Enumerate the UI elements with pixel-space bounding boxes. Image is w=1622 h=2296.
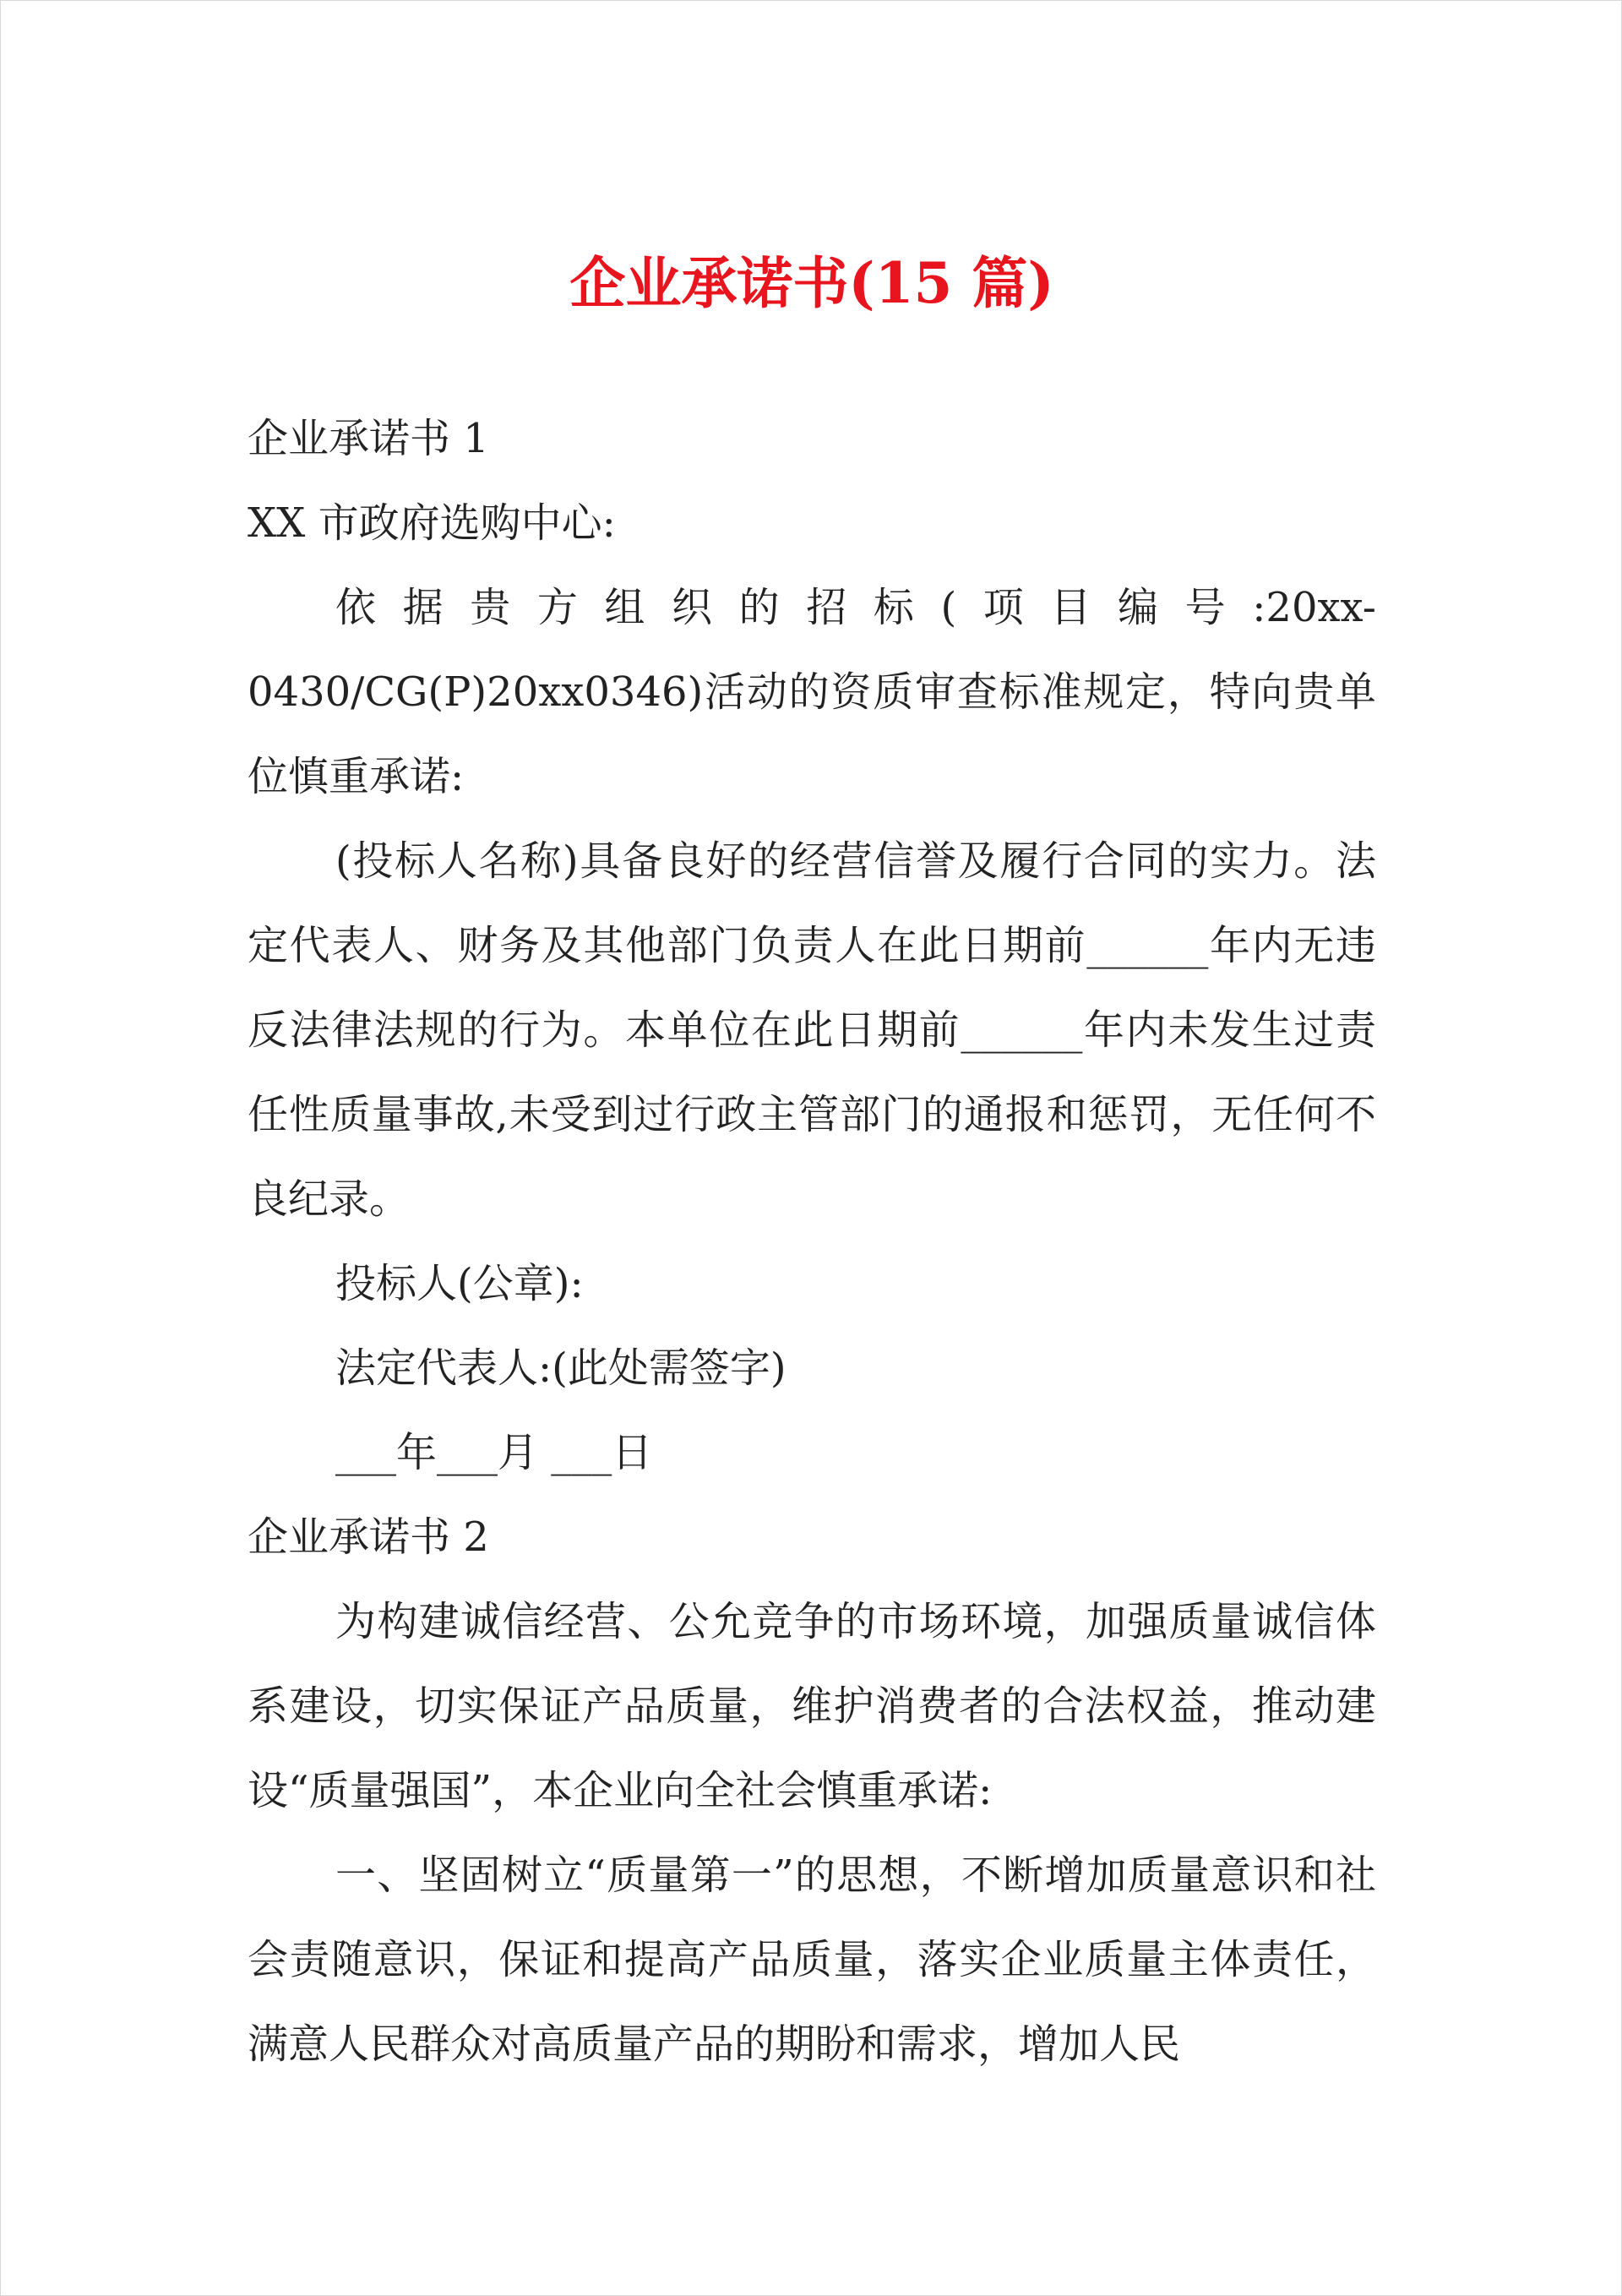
document-title: 企业承诺书(15 篇) (569, 250, 1054, 316)
addressee: XX 市政府选购中心: (248, 499, 616, 547)
paragraph-commitment-intro: 依据贵方组织的招标(项目编号:20xx-0430/CG(P)20xx0346)活动的资质审查标准规定，特向贵单位慎重承诺: (248, 584, 1376, 800)
date-line: ___年___月 ___日 (335, 1429, 653, 1476)
section-heading-2: 企业承诺书 2 (248, 1513, 489, 1561)
paragraph-quality-intro: 为构建诚信经营、公允竞争的市场环境，加强质量诚信体系建设，切实保证产品质量，维护消费者的合法权益，推动建设“质量强国”，本企业向全社会慎重承诺: (248, 1598, 1376, 1814)
section-heading-1: 企业承诺书 1 (248, 415, 489, 462)
paragraph-point-one: 一、坚固树立“质量第一”的思想，不断增加质量意识和社会责随意识，保证和提高产品质量，落实企业质量主体责任，满意人民群众对高质量产品的期盼和需求，增加人民 (248, 1852, 1376, 2068)
document-body (248, 396, 1376, 2086)
paragraph-qualification: (投标人名称)具备良好的经营信誉及履行合同的实力。法定代表人、财务及其他部门负责人在此日期前______年内无违反法律法规的行为。本单位在此日期前______年内未发生过责任性质量事故,未受到过行政主管部门的通报和惩罚，无任何不良纪录。 (248, 837, 1376, 1223)
bidder-seal-line: 投标人(公章): (335, 1260, 584, 1307)
legal-rep-signature-line: 法定代表人:(此处需签字) (335, 1344, 787, 1392)
